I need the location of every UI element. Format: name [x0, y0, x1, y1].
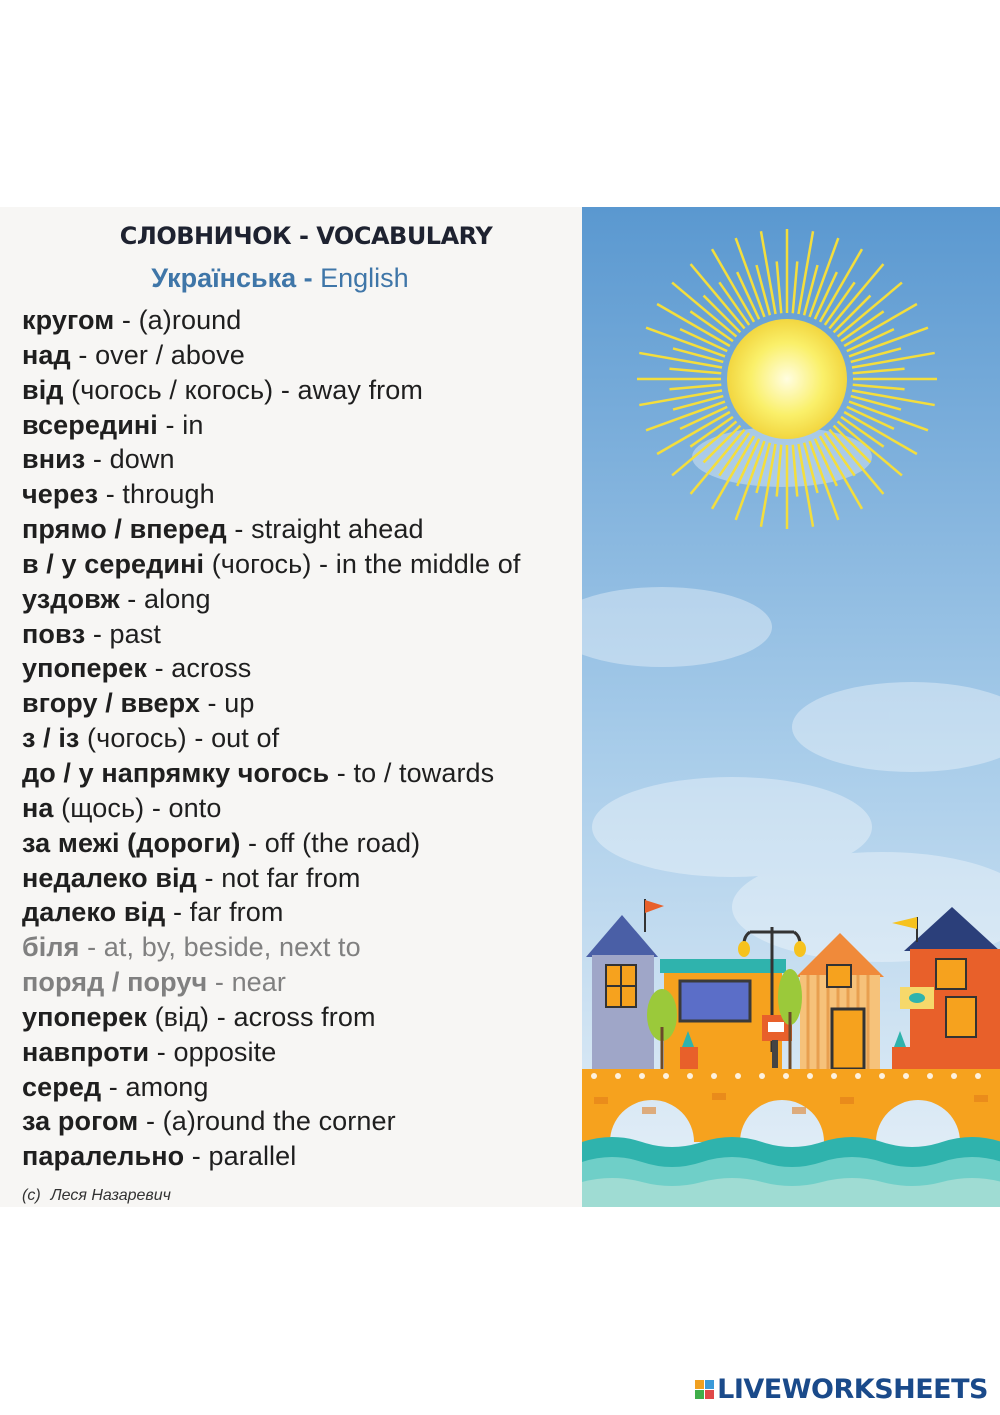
ukrainian-term: серед — [22, 1071, 102, 1102]
ukrainian-term: недалеко від — [22, 862, 197, 893]
dash-separator: - — [329, 757, 354, 788]
vocab-item — [22, 651, 520, 686]
english-term: to / towards — [353, 757, 495, 788]
brand-name: LIVEWORKSHEETS — [717, 1373, 988, 1405]
english-term: (a)round the corner — [162, 1106, 396, 1137]
ukrainian-term: вгору / вверх — [22, 688, 200, 719]
dash-separator: - — [165, 897, 190, 928]
vocab-item — [22, 826, 520, 861]
ukrainian-term: навпроти — [22, 1036, 150, 1067]
english-term: near — [231, 967, 287, 998]
vocab-item — [22, 408, 520, 443]
ukrainian-term: на — [22, 792, 54, 823]
english-term: parallel — [208, 1141, 297, 1172]
dash-separator: - — [240, 827, 265, 858]
dash-separator: - — [199, 688, 225, 719]
dash-separator: - — [146, 653, 172, 684]
ukrainian-term: уздовж — [22, 583, 120, 614]
english-term: among — [125, 1071, 209, 1102]
dash-separator: - — [209, 1001, 234, 1032]
vocab-item — [22, 721, 520, 756]
logo-mark-icon — [695, 1380, 714, 1399]
ukrainian-term: біля — [22, 932, 80, 963]
dash-separator: - — [101, 1071, 126, 1102]
dash-separator: - — [119, 583, 144, 614]
vocab-item — [22, 373, 520, 408]
vocab-item — [22, 582, 520, 617]
english-term: across — [171, 653, 252, 684]
town-illustration — [582, 207, 1000, 1207]
ukrainian-term: поряд / поруч — [22, 967, 208, 998]
vocab-item — [22, 686, 520, 721]
english-term: past — [109, 618, 161, 649]
ukrainian-term: з / із — [22, 723, 80, 754]
ukrainian-term: над — [22, 339, 71, 370]
english-term: along — [144, 583, 211, 614]
term-note: (чогось) — [204, 548, 312, 579]
vocab-item — [22, 1070, 520, 1105]
dash-separator: - — [186, 723, 212, 754]
ukrainian-term: за межі (дороги) — [22, 827, 241, 858]
vocabulary-list — [22, 303, 520, 1174]
dash-separator: - — [226, 514, 252, 545]
dash-separator: - — [79, 932, 104, 963]
english-term: (a)round — [138, 305, 242, 335]
ukrainian-term: в / у середині — [22, 548, 205, 579]
ukrainian-term: далеко від — [22, 897, 166, 928]
copyright — [22, 1186, 171, 1206]
english-term: opposite — [173, 1036, 277, 1067]
vocab-item — [22, 861, 520, 896]
dash-separator: - — [138, 1106, 163, 1137]
english-term: onto — [168, 792, 222, 823]
water-icon — [582, 1137, 1000, 1207]
dash-separator: - — [184, 1141, 209, 1172]
dash-separator: - — [207, 967, 232, 998]
english-term: in the middle of — [335, 548, 521, 579]
english-term: across from — [233, 1001, 376, 1032]
term-note: (щось) — [53, 792, 145, 823]
dash-separator: - — [311, 548, 336, 579]
english-term: straight ahead — [251, 514, 424, 545]
subtitle-ukrainian: Українська — [151, 263, 297, 293]
ukrainian-term: упоперек — [22, 1001, 147, 1032]
dash-separator: - — [114, 305, 139, 335]
english-term: over / above — [95, 339, 245, 370]
ukrainian-term: через — [22, 479, 99, 510]
vocab-item — [22, 1104, 520, 1139]
ukrainian-term: упоперек — [22, 653, 147, 684]
vocab-item — [22, 477, 520, 512]
english-term: in — [182, 409, 204, 440]
dash-separator: - — [157, 409, 183, 440]
copyright-author: Леся Назаревич — [50, 1187, 171, 1204]
vocab-item — [22, 303, 520, 338]
dash-separator: - — [98, 479, 123, 510]
ukrainian-term: прямо / вперед — [22, 514, 227, 545]
english-term: up — [224, 688, 255, 719]
english-term: away from — [297, 374, 423, 405]
dash-separator: - — [144, 792, 169, 823]
vocab-item — [22, 617, 520, 652]
vocab-item — [22, 338, 520, 373]
dash-separator: - — [85, 444, 110, 475]
ukrainian-term: за рогом — [22, 1106, 139, 1137]
vocab-item — [22, 1139, 520, 1174]
vocab-item — [22, 791, 520, 826]
language-subtitle — [0, 263, 560, 294]
vocab-item — [22, 965, 520, 1000]
liveworksheets-logo[interactable] — [695, 1374, 988, 1404]
vocabulary-card — [0, 207, 1000, 1207]
lamp-light — [738, 941, 750, 957]
subtitle-english: English — [320, 263, 409, 293]
vocab-item — [22, 1000, 520, 1035]
sun-icon — [727, 319, 847, 439]
subtitle-separator: - — [296, 263, 321, 293]
vocab-item — [22, 547, 520, 582]
english-term: far from — [189, 897, 284, 928]
english-term: down — [109, 444, 175, 475]
dash-separator: - — [196, 862, 222, 893]
ukrainian-term: всередині — [22, 409, 158, 440]
vocab-item — [22, 895, 520, 930]
ukrainian-term: від — [22, 374, 64, 405]
ukrainian-term: кругом — [22, 305, 115, 335]
vocab-item — [22, 930, 520, 965]
copyright-mark: (c) — [22, 1187, 41, 1204]
ukrainian-term: паралельно — [22, 1141, 185, 1172]
term-note: (чогось / когось) — [63, 374, 274, 405]
english-term: at, by, beside, next to — [103, 932, 361, 963]
english-term: not far from — [221, 862, 361, 893]
dash-separator: - — [70, 339, 96, 370]
ukrainian-term: до / у напрямку чогось — [22, 757, 330, 788]
vocab-item — [22, 756, 520, 791]
vocabulary-panel — [0, 207, 582, 1207]
page-title: СЛОВНИЧОК - VOCABULARY — [119, 222, 493, 250]
ukrainian-term: вниз — [22, 444, 86, 475]
dash-separator: - — [273, 374, 298, 405]
term-note: (чогось) — [79, 723, 187, 754]
dash-separator: - — [149, 1036, 174, 1067]
english-term: off (the road) — [264, 827, 421, 858]
lamp-light — [794, 941, 806, 957]
ukrainian-term: повз — [22, 618, 86, 649]
vocab-item — [22, 512, 520, 547]
english-term: through — [122, 479, 215, 510]
vocab-item — [22, 1035, 520, 1070]
term-note: (від) — [146, 1001, 210, 1032]
dash-separator: - — [85, 618, 110, 649]
vocab-item — [22, 442, 520, 477]
english-term: out of — [211, 723, 280, 754]
